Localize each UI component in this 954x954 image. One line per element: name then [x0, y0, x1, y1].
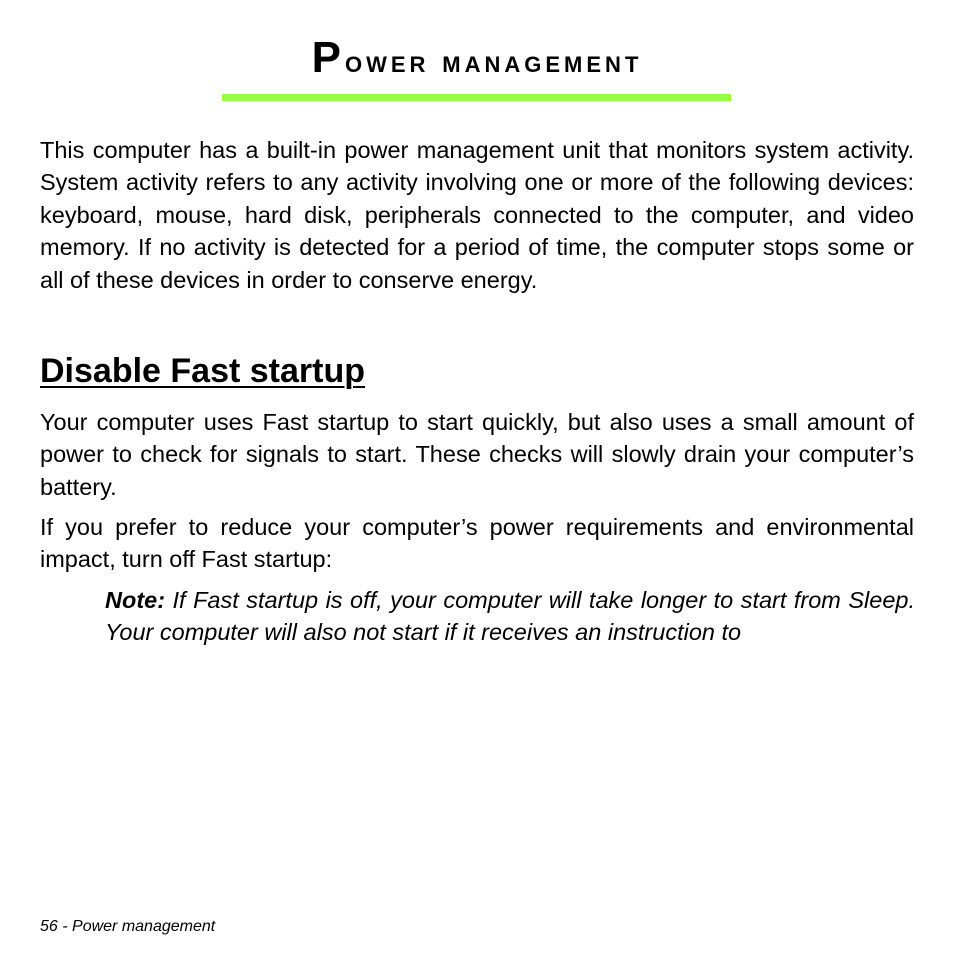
page-footer: 56 - Power management — [40, 918, 216, 935]
note-block — [105, 584, 915, 649]
section-paragraph-2: If you prefer to reduce your computer’s power requirements and environmental impact, turn off Fast startup: — [40, 514, 914, 573]
title-underline-rule — [222, 94, 731, 101]
note-label: Note: — [105, 587, 166, 613]
intro-paragraph: This computer has a built-in power management unit that monitors system activity. System activity refers to any activity involving one or more of the following devices: keyboard, mouse, hard disk, peripherals connected to the computer, and video memory. If no activity is detected for a period of time, the computer stops some or all of these devices in order to conserve energy. — [40, 137, 914, 293]
section-heading: Disable Fast startup — [40, 352, 365, 390]
page-title-rest: ower management — [344, 43, 643, 79]
page-title — [0, 28, 954, 91]
page-title-initial: P — [311, 33, 345, 82]
section-paragraph-1: Your computer uses Fast startup to start quickly, but also uses a small amount of power to check for signals to start. These checks will slowly drain your computer’s battery. — [40, 409, 914, 500]
note-text: If Fast startup is off, your computer will take longer to start from Sleep. Your computer will also not start if it receives an instruction to — [105, 587, 915, 646]
